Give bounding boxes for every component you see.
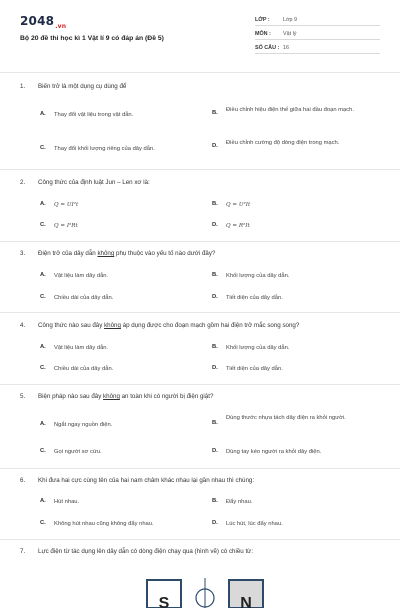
meta-label: LỚP :: [255, 17, 270, 23]
meta-value: Vật lý: [283, 31, 297, 37]
question-text: 4. Công thức nào sau đây không áp dụng được cho đoạn mạch gồm hai điện trở mắc song song?: [20, 322, 300, 329]
question-text: 6. Khi đưa hai cực cùng tên của hai nam châm khác nhau lại gần nhau thì chúng:: [20, 477, 255, 484]
question-1: 1. Biến trở là một dụng cụ dùng để A. Thay đổi vật liệu trong vật dẫn. B. Điều chỉnh hiệu điện thế giữa hai đầu đoạn mạch. C. Thay đổi khối lượng riêng của dây dẫn. D. Điều chỉnh cường độ dòng điện trong mạch.: [0, 72, 400, 169]
question-3: 3. Điện trở của dây dẫn không phụ thuộc vào yếu tố nào dưới đây? A. Vật liệu làm dây dẫn. B. Khối lượng của dây dẫn. C. Chiều dài của dây dẫn. D. Tiết diện của dây dẫn.: [0, 241, 400, 312]
question-2: 2. Công thức của định luật Jun – Len xơ là: A. Q = UI²t B. Q = U²It C. Q = I²Rt D. Q = R²It: [0, 169, 400, 241]
meta-label: MÔN :: [255, 31, 271, 37]
question-6: 6. Khi đưa hai cực cùng tên của hai nam châm khác nhau lại gần nhau thì chúng: A. Hút nhau. B. Đẩy nhau. C. Không hút nhau cũng không đẩy nhau. D. Lúc hút, lúc đẩy nhau.: [0, 468, 400, 539]
question-5: 5. Biện pháp nào sau đây không an toàn khi có người bị điện giật? A. Ngắt ngay nguồn điện. B. Dùng thước nhựa tách dây điện ra khỏi người. C. Gọi người sơ cứu. D. Dùng tay kéo người ra khỏi dây điện.: [0, 384, 400, 468]
meta-value: Lớp 9: [283, 17, 298, 23]
page-header: [0, 0, 400, 72]
question-text: 2. Công thức của định luật Jun – Len xơ là:: [20, 179, 150, 186]
question-text: 7. Lực điện từ tác dụng lên dây dẫn có dòng điện chạy qua (hình vẽ) có chiều từ:: [20, 548, 254, 555]
logo-suffix: .vn: [55, 23, 67, 31]
question-text: 5. Biện pháp nào sau đây không an toàn khi có người bị điện giật?: [20, 393, 214, 400]
meta-label: SỐ CÂU :: [255, 45, 280, 51]
n-pole-label: N: [240, 595, 252, 608]
question-text: 3. Điện trở của dây dẫn không phụ thuộc vào yếu tố nào dưới đây?: [20, 250, 216, 257]
logo-text: 2048: [20, 14, 55, 28]
question-text: 1. Biến trở là một dụng cụ dùng để: [20, 83, 127, 90]
meta-subject-row: [255, 29, 380, 40]
page-title: Bộ 20 đề thi học kì 1 Vật lí 9 có đáp án (Đề 5): [20, 35, 164, 42]
meta-class-row: [255, 15, 380, 26]
meta-value: 16: [283, 45, 289, 51]
site-logo[interactable]: [20, 14, 66, 30]
s-pole-label: S: [158, 595, 170, 608]
magnet-figure: [145, 578, 265, 608]
question-4: 4. Công thức nào sau đây không áp dụng được cho đoạn mạch gồm hai điện trở mắc song song? A. Vật liệu làm dây dẫn. B. Khối lượng của dây dẫn. C. Chiều dài của dây dẫn. D. Tiết diện của dây dẫn.: [0, 312, 400, 384]
meta-count-row: [255, 43, 380, 54]
